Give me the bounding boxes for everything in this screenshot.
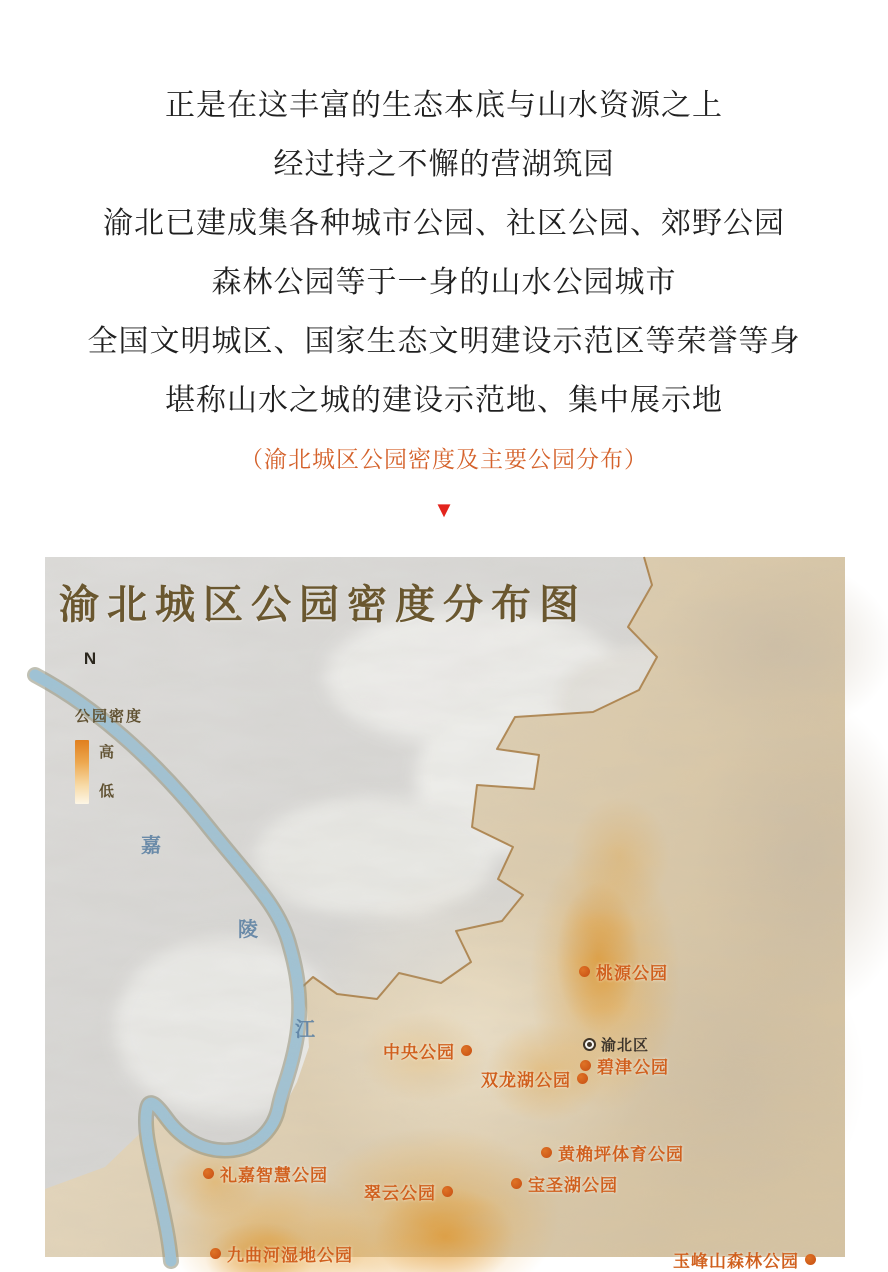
park-dot-icon (541, 1147, 552, 1158)
park-marker (203, 1161, 328, 1186)
park-dot-icon (511, 1178, 522, 1189)
river-name-char: 江 (295, 1019, 315, 1041)
map-terrain-graphic (45, 557, 845, 1257)
district-ring-icon (583, 1038, 596, 1051)
compass-n-label: N (83, 649, 97, 668)
river-name-char: 嘉 (141, 835, 161, 857)
intro-line: 渝北已建成集各种城市公园、社区公园、郊野公园 (103, 207, 785, 240)
legend-low-label: 低 (99, 783, 115, 800)
density-legend (75, 705, 143, 804)
park-label: 玉峰山森林公园 (673, 1252, 799, 1271)
park-dot-icon (461, 1045, 472, 1056)
park-label: 宝圣湖公园 (528, 1176, 618, 1195)
intro-line: 正是在这丰富的生态本底与山水资源之上 (165, 89, 723, 122)
park-dot-icon (577, 1073, 588, 1084)
intro-line: 堪称山水之城的建设示范地、集中展示地 (165, 384, 723, 417)
map-title: 渝北城区公园密度分布图 (59, 583, 587, 627)
intro-line: 经过持之不懈的营湖筑园 (273, 148, 615, 181)
park-label: 碧津公园 (597, 1058, 669, 1077)
legend-high-label: 高 (99, 744, 115, 761)
park-marker (580, 1053, 669, 1078)
park-marker (673, 1247, 816, 1272)
district-label: 渝北区 (601, 1037, 650, 1054)
park-marker (511, 1171, 618, 1196)
park-marker (383, 1038, 472, 1063)
park-dot-icon (805, 1254, 816, 1265)
park-dot-icon (210, 1248, 221, 1259)
intro-line: 森林公园等于一身的山水公园城市 (211, 266, 677, 299)
river-name-char: 陵 (238, 919, 258, 941)
park-marker (541, 1140, 684, 1165)
park-label: 黄桷坪体育公园 (558, 1145, 684, 1164)
map-texture (45, 557, 845, 1257)
park-label: 中央公园 (383, 1043, 455, 1062)
intro-text-block (0, 0, 888, 531)
park-marker (210, 1241, 353, 1266)
down-triangle-icon: ▼ (433, 497, 455, 522)
park-marker (481, 1066, 588, 1091)
park-dot-icon (579, 966, 590, 977)
park-marker (364, 1179, 453, 1204)
park-label: 翠云公园 (364, 1184, 436, 1203)
intro-line: 全国文明城区、国家生态文明建设示范区等荣誉等身 (87, 325, 801, 358)
park-density-map (45, 557, 845, 1271)
park-dot-icon (203, 1168, 214, 1179)
compass (75, 647, 105, 669)
park-marker (579, 959, 668, 984)
district-marker-yubei (583, 1034, 649, 1055)
legend-gradient-bar (75, 740, 89, 804)
map-caption: （渝北城区公园密度及主要公园分布） (240, 446, 648, 472)
park-dot-icon (442, 1186, 453, 1197)
park-label: 九曲河湿地公园 (227, 1246, 353, 1265)
park-label: 桃源公园 (596, 964, 668, 983)
legend-title: 公园密度 (75, 708, 144, 725)
park-label: 双龙湖公园 (481, 1071, 571, 1090)
park-label: 礼嘉智慧公园 (220, 1166, 328, 1185)
